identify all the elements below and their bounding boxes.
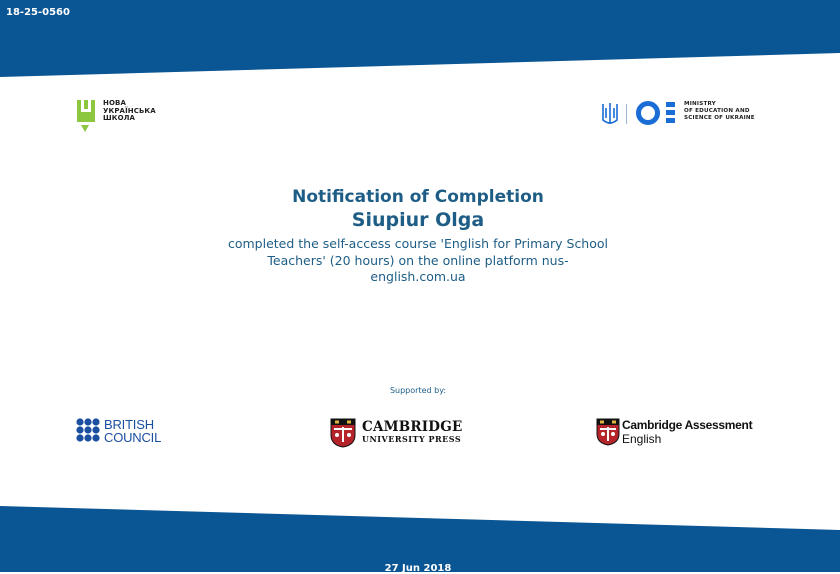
ministry-line-1: MINISTRY <box>684 101 716 107</box>
ministry-emblem-icon <box>600 100 682 128</box>
ministry-line-2: OF EDUCATION AND <box>684 108 750 114</box>
certificate-id: 18-25-0560 <box>6 7 70 18</box>
british-council-line-2: COUNCIL <box>104 429 162 445</box>
recipient-name: Siupiur Olga <box>351 209 485 231</box>
cambridge-assessment-name: Cambridge Assessment <box>622 418 753 432</box>
british-council-line-1: BRITISH <box>104 417 154 432</box>
british-council-dots-icon <box>76 418 102 444</box>
nus-emblem-icon <box>76 99 98 135</box>
cambridge-press-sub: UNIVERSITY PRESS <box>362 434 462 444</box>
nus-line-3: ШКОЛА <box>103 114 136 123</box>
supported-by-label: Supported by: <box>389 386 447 395</box>
course-description: completed the self-access course 'English for Primary School Teachers' (20 hours) on the online platform nus-english.com.ua <box>227 236 609 284</box>
issue-date: 27 Jun 2018 <box>384 563 452 574</box>
top-band <box>0 0 840 80</box>
bottom-band <box>0 500 840 572</box>
british-council-logo <box>76 418 176 448</box>
cambridge-university-press-logo <box>330 418 480 450</box>
ministry-logo <box>600 100 770 130</box>
cambridge-assessment-logo <box>596 418 766 450</box>
cambridge-press-name: CAMBRIDGE <box>362 419 463 435</box>
cambridge-assessment-sub: English <box>622 432 662 446</box>
cambridge-shield-icon <box>330 418 356 448</box>
nus-line-1: НОВА <box>103 99 126 107</box>
nus-logo <box>76 99 166 135</box>
cambridge-assessment-shield-icon <box>596 418 620 446</box>
certificate-body <box>180 186 656 286</box>
ministry-line-3: SCIENCE OF UKRAINE <box>684 115 755 121</box>
certificate-title: Notification of Completion <box>292 187 544 207</box>
nus-line-2: УКРАЇНСЬКА <box>103 106 156 115</box>
